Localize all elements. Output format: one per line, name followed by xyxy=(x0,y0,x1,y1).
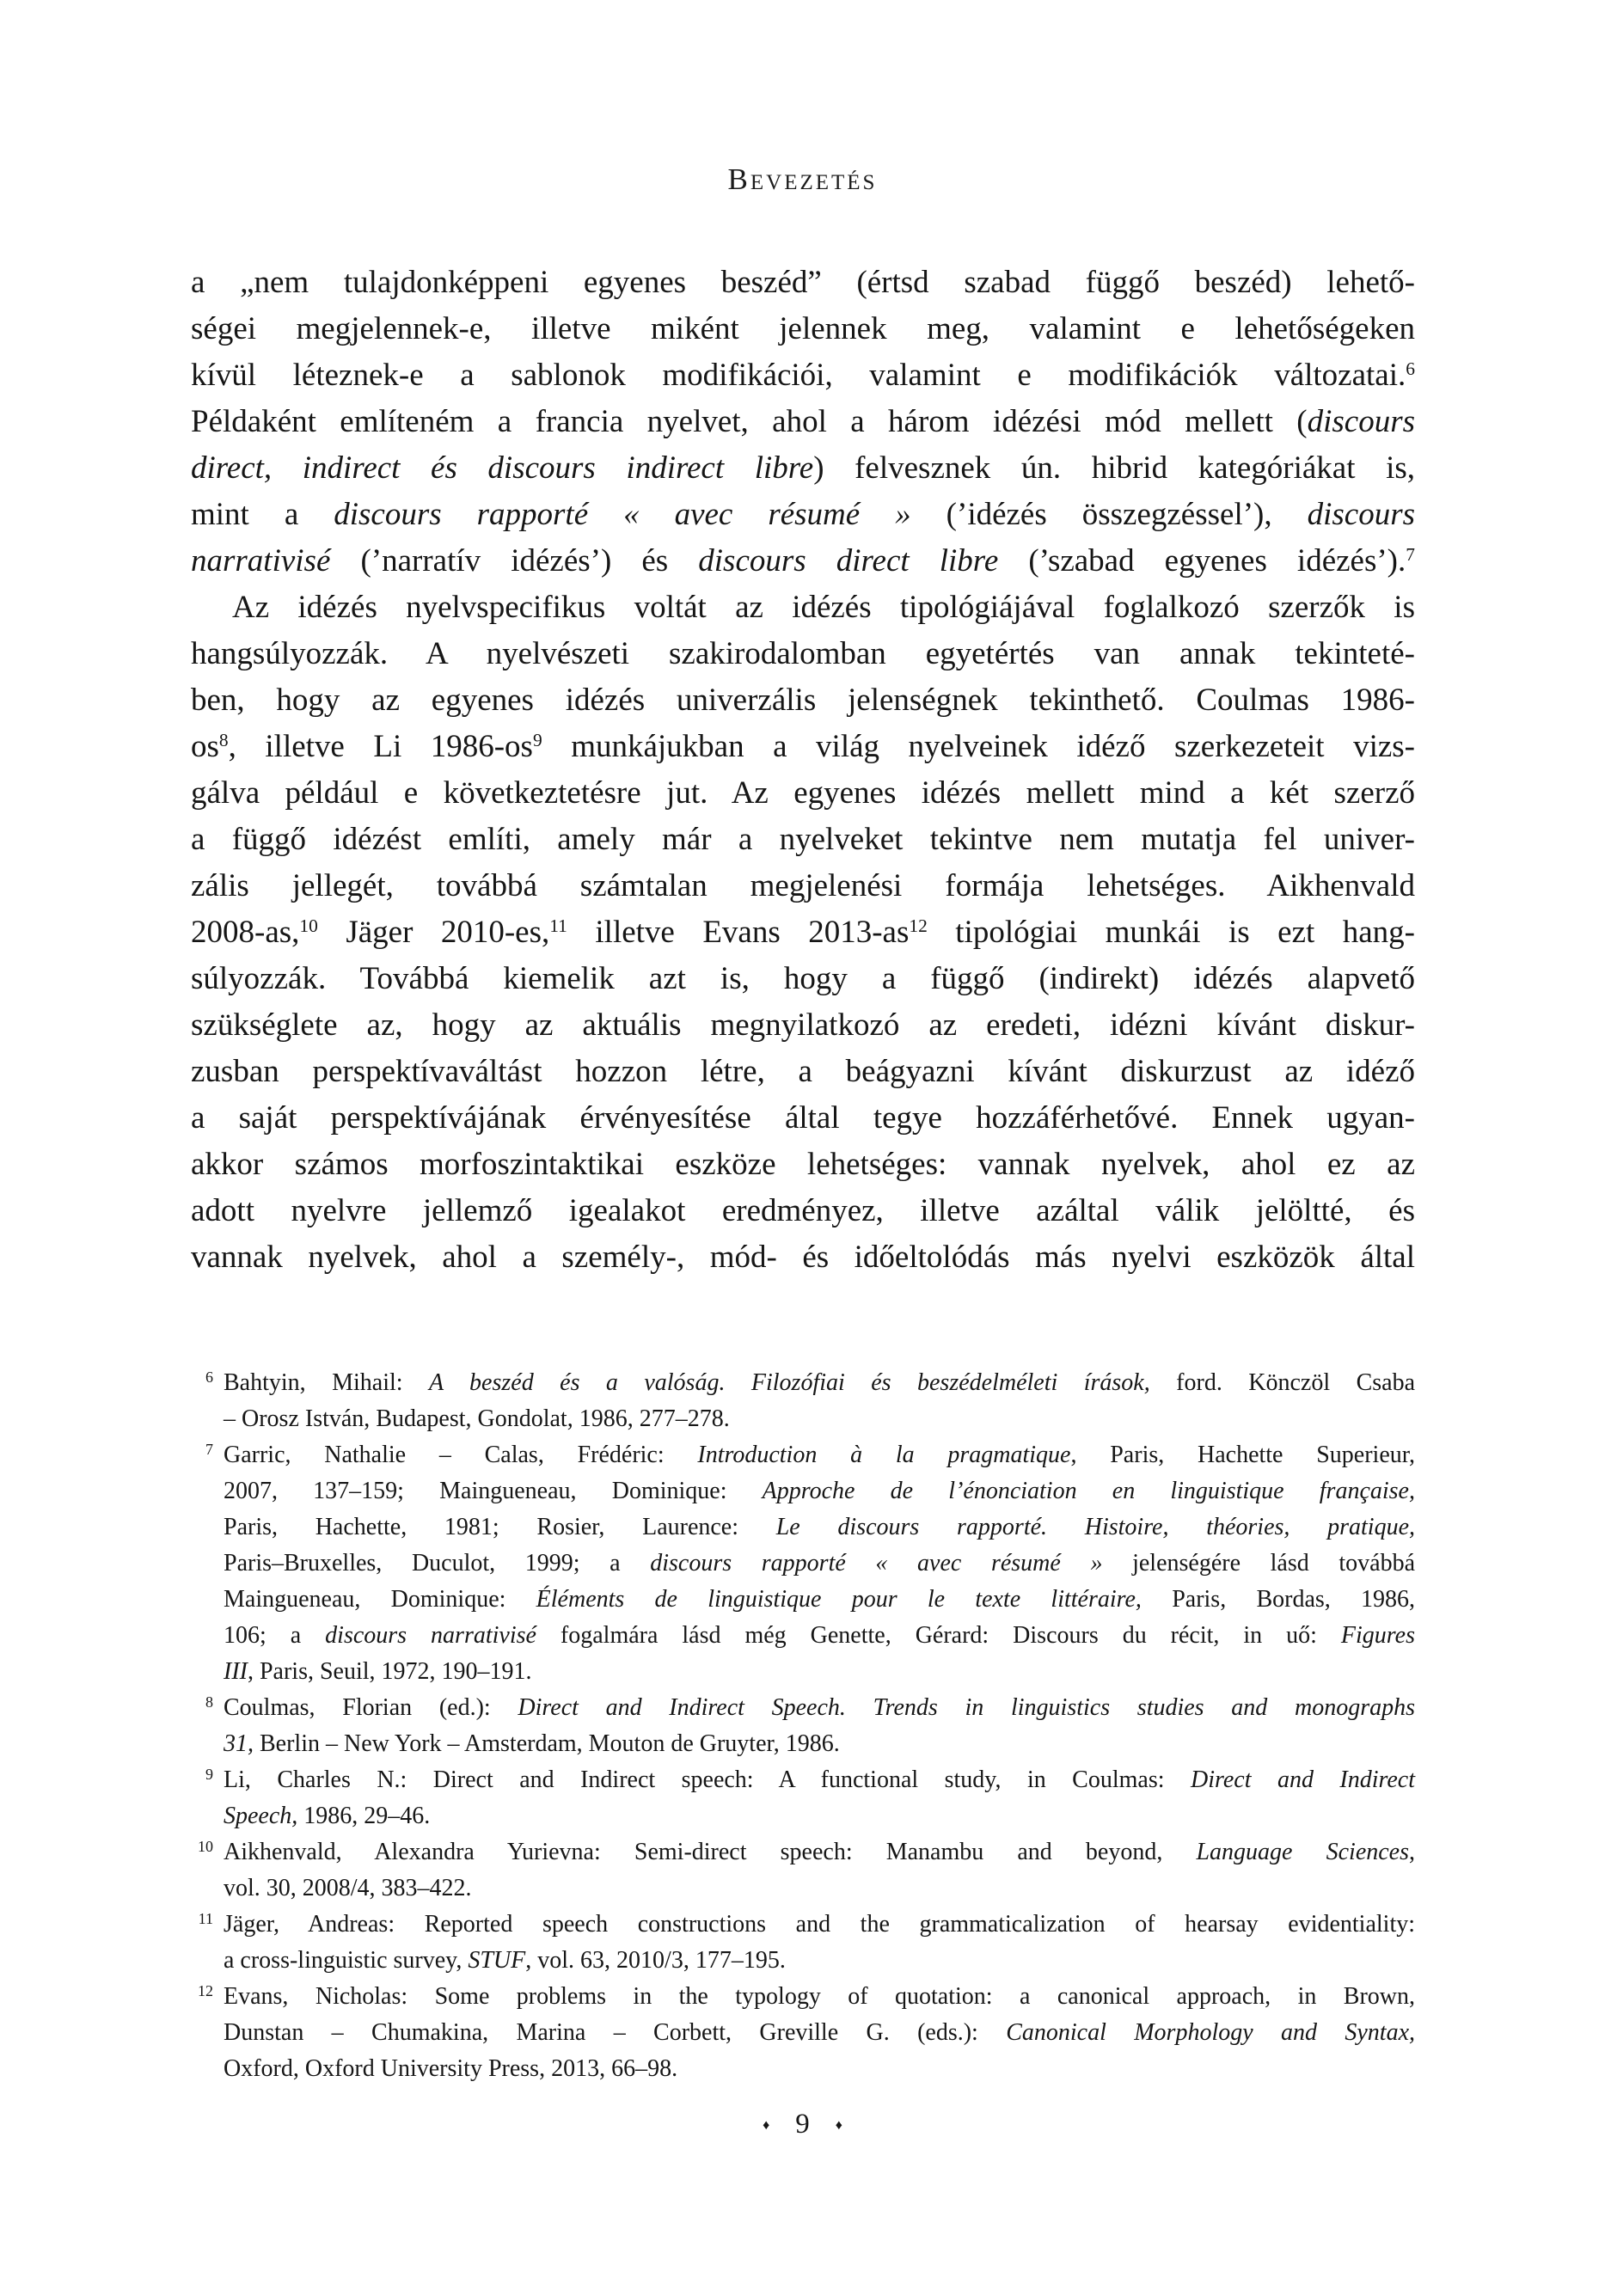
footnote-line: 106; a discours narrativisé fogalmára lásd még Genette, Gérard: Discours du récit, in uő: Figures xyxy=(224,1622,1415,1649)
body-line: vannak nyelvek, ahol a személy-, mód- és időeltolódás más nyelvi eszközök által xyxy=(191,1240,1415,1275)
body-line: zusban perspektívaváltást hozzon létre, a beágyazni kívánt diskurzust az idéző xyxy=(191,1054,1415,1089)
body-line: zális jellegét, továbbá számtalan megjelenési formája lehetséges. Aikhenvald xyxy=(191,868,1415,903)
body-line: a függő idézést említi, amely már a nyelveket tekintve nem mutatja fel univer- xyxy=(191,822,1415,857)
footnote-line: Jäger, Andreas: Reported speech constructions and the grammaticalization of hearsay evidentiality: xyxy=(224,1911,1415,1938)
footnote-11 xyxy=(191,1907,1415,1979)
page-number: 9 xyxy=(795,2109,810,2140)
body-line: súlyozzák. Továbbá kiemelik azt is, hogy a függő (indirekt) idézés alapvető xyxy=(191,961,1415,996)
footnote-6 xyxy=(191,1365,1415,1437)
footnote-reference: 8 xyxy=(218,730,229,751)
body-line: ben, hogy az egyenes idézés univerzális jelenségnek tekinthető. Coulmas 1986- xyxy=(191,683,1415,718)
footnote-line: Paris–Bruxelles, Duculot, 1999; a discours rapporté « avec résumé » jelenségére lásd továbbá xyxy=(224,1550,1415,1577)
footnote-line: Li, Charles N.: Direct and Indirect speech: A functional study, in Coulmas: Direct and Indirect xyxy=(224,1766,1415,1793)
body-line: Példaként említeném a francia nyelvet, ahol a három idézési mód mellett (discours xyxy=(191,404,1415,439)
footnote-line: a cross-linguistic survey, STUF, vol. 63, 2010/3, 177–195. xyxy=(224,1947,786,1974)
footnote-line: 31, Berlin – New York – Amsterdam, Mouton de Gruyter, 1986. xyxy=(224,1730,840,1757)
footnote-line: Paris, Hachette, 1981; Rosier, Laurence: Le discours rapporté. Histoire, théories, pratique, xyxy=(224,1514,1415,1540)
body-line: akkor számos morfoszintaktikai eszköze lehetséges: vannak nyelvek, ahol ez az xyxy=(191,1147,1415,1182)
body-line: narrativisé (’narratív idézés’) és discours direct libre (’szabad egyenes idézés’).$^7$ xyxy=(191,543,1415,579)
footnote-line: Coulmas, Florian (ed.): Direct and Indirect Speech. Trends in linguistics studies and monographs xyxy=(224,1694,1415,1721)
footnote-text xyxy=(224,1907,1415,1979)
footnote-reference: 11 xyxy=(549,915,567,937)
footnote-text xyxy=(224,1979,1415,2087)
footnote-line: III, Paris, Seuil, 1972, 190–191. xyxy=(224,1658,532,1685)
footnote-text xyxy=(224,1834,1415,1907)
body-line: ségei megjelennek-e, illetve miként jelennek meg, valamint e lehetőségeken xyxy=(191,311,1415,346)
body-line: szükséglete az, hogy az aktuális megnyilatkozó az eredeti, idézni kívánt diskur- xyxy=(191,1007,1415,1043)
body-line: hangsúlyozzák. A nyelvészeti szakirodalomban egyetértés van annak tekinteté- xyxy=(191,636,1415,671)
footnote-line: Dunstan – Chumakina, Marina – Corbett, Greville G. (eds.): Canonical Morphology and Syntax, xyxy=(224,2019,1416,2046)
footnote-line: Garric, Nathalie – Calas, Frédéric: Introduction à la pragmatique, Paris, Hachette Superieur, xyxy=(224,1442,1415,1468)
footnote-number: 8 xyxy=(205,1693,213,1711)
footnote-text xyxy=(224,1690,1415,1762)
footnote-line: Maingueneau, Dominique: Éléments de linguistique pour le texte littéraire, Paris, Bordas, 1986, xyxy=(224,1586,1416,1613)
body-line: mint a discours rapporté « avec résumé » (’idézés összegzéssel’), discours xyxy=(191,497,1416,532)
footnote-8 xyxy=(191,1690,1415,1762)
footnote-line: Aikhenvald, Alexandra Yurievna: Semi-direct speech: Manambu and beyond, Language Sciences, xyxy=(224,1839,1415,1865)
body-line: os$^8$, illetve Li 1986-os$^9$ munkájukban a világ nyelveinek idéző szerkezeteit vizs- xyxy=(191,729,1415,764)
body-text xyxy=(191,260,1415,1281)
footnote-number: 6 xyxy=(205,1368,213,1386)
footnote-line: Evans, Nicholas: Some problems in the typology of quotation: a canonical approach, in Brown, xyxy=(224,1983,1415,2010)
footnote-number: 10 xyxy=(198,1838,213,1855)
footnote-7 xyxy=(191,1437,1415,1690)
footnote-reference: 10 xyxy=(299,915,318,937)
body-line: 2008-as,$^{10}$ Jäger 2010-es,$^{11}$ illetve Evans 2013-as$^{12}$ tipológiai munkái is ezt hang- xyxy=(191,915,1415,950)
footnote-reference: 12 xyxy=(909,915,928,937)
body-line: a saját perspektívájának érvényesítése által tegye hozzáférhetővé. Ennek ugyan- xyxy=(191,1100,1415,1136)
running-header: Bevezetés xyxy=(727,162,878,196)
footnote-line: – Orosz István, Budapest, Gondolat, 1986, 277–278. xyxy=(224,1405,730,1432)
footnote-text xyxy=(224,1365,1415,1437)
footnote-reference: 9 xyxy=(532,730,542,751)
footnote-line: vol. 30, 2008/4, 383–422. xyxy=(224,1875,472,1901)
footnote-reference: 6 xyxy=(1406,358,1415,380)
ornament-diamond-left: ♦ xyxy=(763,2117,770,2133)
footnote-number: 7 xyxy=(205,1441,213,1458)
footnotes-section xyxy=(191,1365,1415,2087)
page-footer xyxy=(0,2110,1605,2139)
body-line: adott nyelvre jellemző igealakot eredményez, illetve azáltal válik jelöltté, és xyxy=(191,1193,1415,1228)
body-line: kívül léteznek-e a sablonok modifikációi, valamint e modifikációk változatai.$^6$ xyxy=(191,358,1415,393)
body-line: gálva például e következtetésre jut. Az egyenes idézés mellett mind a két szerző xyxy=(191,775,1415,811)
ornament-diamond-right: ♦ xyxy=(835,2117,842,2133)
footnote-line: Speech, 1986, 29–46. xyxy=(224,1803,431,1829)
body-line: direct, indirect és discours indirect libre) felvesznek ún. hibrid kategóriákat is, xyxy=(191,450,1415,486)
footnote-line: Bahtyin, Mihail: A beszéd és a valóság. Filozófiai és beszédelméleti írások, ford. Könczöl Csaba xyxy=(224,1369,1416,1396)
footnote-line: Oxford, Oxford University Press, 2013, 66–98. xyxy=(224,2055,678,2082)
body-line: Az idézés nyelvspecifikus voltát az idézés tipológiájával foglalkozó szerzők is xyxy=(232,590,1415,625)
footnote-10 xyxy=(191,1834,1415,1907)
footnote-text xyxy=(224,1762,1415,1834)
footnote-line: 2007, 137–159; Maingueneau, Dominique: Approche de l’énonciation en linguistique française, xyxy=(224,1478,1415,1504)
body-line: a „nem tulajdonképpeni egyenes beszéd” (értsd szabad függő beszéd) lehető- xyxy=(191,265,1415,300)
footnote-text xyxy=(224,1437,1415,1690)
footnote-reference: 7 xyxy=(1406,544,1415,566)
footnote-number: 11 xyxy=(198,1910,213,1927)
footnote-9 xyxy=(191,1762,1415,1834)
footnote-number: 9 xyxy=(205,1766,213,1783)
footnote-number: 12 xyxy=(198,1982,213,1999)
footnote-12 xyxy=(191,1979,1415,2087)
